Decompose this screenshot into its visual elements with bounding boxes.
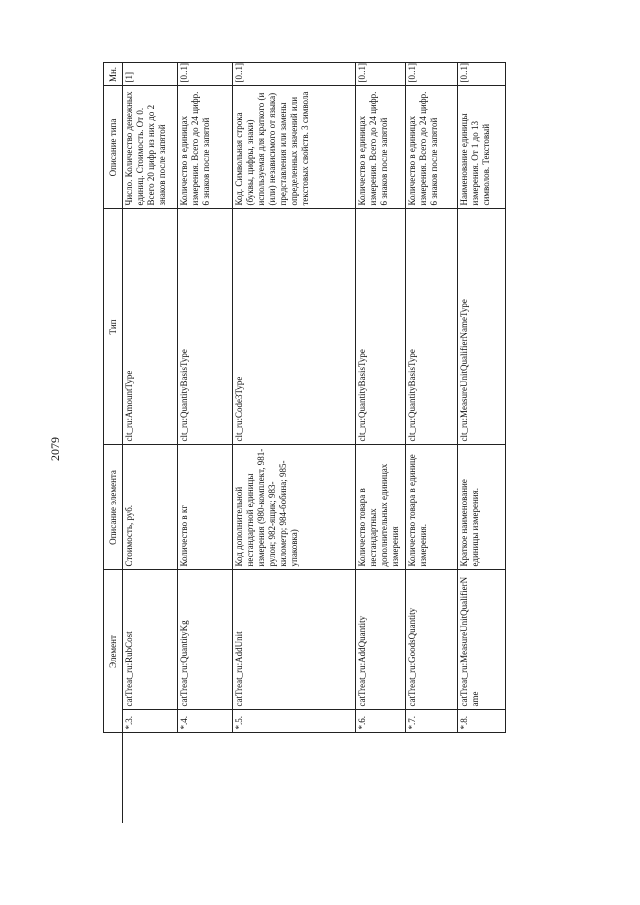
table-row	[458, 63, 506, 823]
element-description: Код дополнительной нестандартной единицы измерения (980-комплект, 981-рулон; 982-ящик; 983-километр; 984-бобина; 985-упаковка)	[233, 445, 356, 570]
multiplicity: [0..1]	[458, 63, 506, 86]
element-name: catTreat_ru:MeasureUnitQualifierName	[458, 570, 506, 710]
row-number: *.4.	[178, 710, 233, 733]
element-name: catTreat_ru:AddUnit	[233, 570, 356, 710]
element-name: catTreat_ru:RubCost	[123, 570, 178, 710]
header-element: Элемент	[104, 570, 123, 733]
multiplicity: [0..1]	[406, 63, 458, 86]
type-name: clt_ru:QuantityBasisType	[356, 209, 406, 445]
header-type-description: Описание типа	[104, 86, 123, 209]
table-row	[233, 63, 356, 823]
rotated-page-content	[103, 63, 503, 823]
type-description: Количество в единицах измерения. Всего до 24 цифр. 6 знаков после запятой	[406, 86, 458, 209]
blank-cell	[178, 733, 233, 823]
type-name: clt_ru:MeasureUnitQualifierNameType	[458, 209, 506, 445]
type-name: clt_ru:QuantityBasisType	[178, 209, 233, 445]
page-number: 2079	[48, 437, 62, 461]
table-row	[123, 63, 178, 823]
type-description: Код. Символьная строка (буквы, цифры, знаки) используемая для краткого (и (или) независимого от языка) представления или замены определенных значений или текстовых свойств. 3 символа	[233, 86, 356, 209]
blank-cell	[123, 733, 178, 823]
row-number: *.8.	[458, 710, 506, 733]
blank-cell	[458, 733, 506, 823]
type-name: clt_ru:AmountType	[123, 209, 178, 445]
header-element-description: Описание элемента	[104, 445, 123, 570]
element-description: Количество товара в единице измерения.	[406, 445, 458, 570]
header-type: Тип	[104, 209, 123, 445]
element-description: Количество в кг	[178, 445, 233, 570]
element-description: Стоимость, руб.	[123, 445, 178, 570]
element-name: catTreat_ru:GoodsQuantity	[406, 570, 458, 710]
multiplicity: [1]	[123, 63, 178, 86]
header-multiplicity: Мн.	[104, 63, 123, 86]
element-name: catTreat_ru:QuantityKg	[178, 570, 233, 710]
blank-cell	[356, 733, 406, 823]
type-name: clt_ru:QuantityBasisType	[406, 209, 458, 445]
blank-cell	[406, 733, 458, 823]
element-name: catTreat_ru:AddQuantity	[356, 570, 406, 710]
element-description: Количество товара в нестандартных дополнительных единицах измерения	[356, 445, 406, 570]
multiplicity: [0..1]	[356, 63, 406, 86]
table-row	[178, 63, 233, 823]
type-description: Наименование единицы измерения. От 1 до 13 символов. Текстовый	[458, 86, 506, 209]
type-description: Число. Количество денежных единиц. Стоимость. От 0. Всего 20 цифр из них до 2 знаков после запятой	[123, 86, 178, 209]
row-number: *.5.	[233, 710, 356, 733]
blank-cell	[233, 733, 356, 823]
table-row	[406, 63, 458, 823]
row-number: *.7.	[406, 710, 458, 733]
multiplicity: [0..1]	[178, 63, 233, 86]
spec-table	[103, 63, 506, 824]
multiplicity: [0..1]	[233, 63, 356, 86]
row-number: *.3.	[123, 710, 178, 733]
blank-header-cell	[104, 733, 123, 823]
table-row	[356, 63, 406, 823]
row-number: *.6.	[356, 710, 406, 733]
type-name: clt_ru:Code3Type	[233, 209, 356, 445]
type-description: Количество в единицах измерения. Всего до 24 цифр. 6 знаков после запятой	[178, 86, 233, 209]
type-description: Количество в единицах измерения. Всего до 24 цифр. 6 знаков после запятой	[356, 86, 406, 209]
table-header-row	[104, 63, 123, 823]
element-description: Краткое наименование единицы измерения.	[458, 445, 506, 570]
